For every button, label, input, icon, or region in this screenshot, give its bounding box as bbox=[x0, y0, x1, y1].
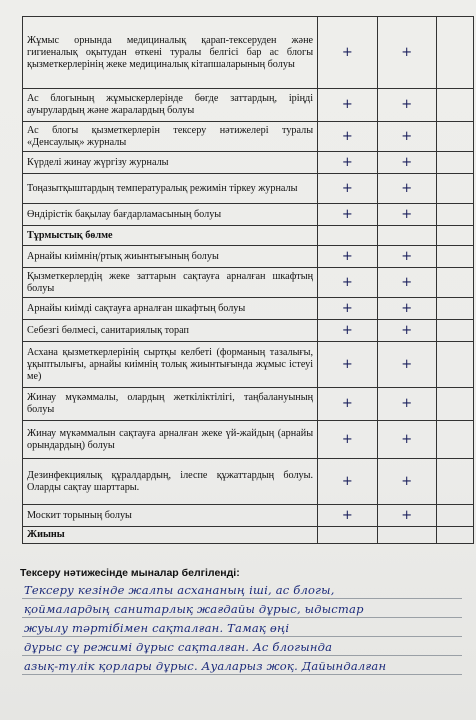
empty-cell bbox=[436, 298, 473, 320]
table-row bbox=[23, 388, 474, 421]
mark-cell-2: + bbox=[377, 17, 436, 89]
criterion-text: Асхана қызметкерлерінің сыртқы келбеті (форманың тазалығы, ұқыптылығы, арнайы киімнің толық жиынтығында жұмыс істеуі ме) bbox=[23, 342, 318, 388]
mark-cell-1: + bbox=[318, 246, 377, 268]
table-row bbox=[23, 89, 474, 122]
ruled-line bbox=[22, 618, 462, 637]
mark-cell-2: + bbox=[377, 174, 436, 204]
empty-cell bbox=[436, 204, 473, 226]
mark-cell-1: + bbox=[318, 268, 377, 298]
mark-cell-2: + bbox=[377, 122, 436, 152]
mark-cell-2: + bbox=[377, 459, 436, 505]
criterion-text: Арнайы киімнің/ртық жиынтығының болуы bbox=[23, 246, 318, 268]
mark-cell-1 bbox=[318, 226, 377, 246]
table-row bbox=[23, 505, 474, 527]
empty-cell bbox=[436, 89, 473, 122]
ruled-line bbox=[22, 580, 462, 599]
empty-cell bbox=[436, 505, 473, 527]
mark-cell-1: + bbox=[318, 89, 377, 122]
empty-cell bbox=[436, 320, 473, 342]
empty-cell bbox=[436, 459, 473, 505]
criterion-text: Ас блогының жұмыскерлерінде бөгде заттардың, іріңді ауырулардың және жаралардың болуы bbox=[23, 89, 318, 122]
mark-cell-1: + bbox=[318, 320, 377, 342]
mark-cell-2: + bbox=[377, 204, 436, 226]
mark-cell-1: + bbox=[318, 421, 377, 459]
criterion-text: Москит торының болуы bbox=[23, 505, 318, 527]
mark-cell-2: + bbox=[377, 505, 436, 527]
criterion-text: Тоңазытқыштардың температуралық режимін тіркеу журналы bbox=[23, 174, 318, 204]
section-title: Жиыны bbox=[23, 527, 318, 544]
empty-cell bbox=[436, 421, 473, 459]
empty-cell bbox=[436, 174, 473, 204]
handwritten-notes bbox=[22, 580, 462, 675]
table-row bbox=[23, 152, 474, 174]
criterion-text: Қызметкерлердің жеке заттарын сақтауға арналған шкафтың болуы bbox=[23, 268, 318, 298]
section-row bbox=[23, 527, 474, 544]
mark-cell-2: + bbox=[377, 89, 436, 122]
mark-cell-1: + bbox=[318, 122, 377, 152]
mark-cell-2: + bbox=[377, 342, 436, 388]
mark-cell-1: + bbox=[318, 17, 377, 89]
table-row bbox=[23, 268, 474, 298]
empty-cell bbox=[436, 527, 473, 544]
table-row bbox=[23, 17, 474, 89]
table-row bbox=[23, 204, 474, 226]
table-row bbox=[23, 459, 474, 505]
ruled-line bbox=[22, 656, 462, 675]
table-row bbox=[23, 421, 474, 459]
empty-cell bbox=[436, 152, 473, 174]
empty-cell bbox=[436, 388, 473, 421]
empty-cell bbox=[436, 226, 473, 246]
mark-cell-2: + bbox=[377, 298, 436, 320]
table-row bbox=[23, 320, 474, 342]
criterion-text: Жинау мүкәммалын сақтауға арналған жеке үй-жайдың (арнайы орындардың) болуы bbox=[23, 421, 318, 459]
mark-cell-2: + bbox=[377, 388, 436, 421]
checklist-table bbox=[22, 16, 474, 544]
ruled-line bbox=[22, 599, 462, 618]
empty-cell bbox=[436, 342, 473, 388]
empty-cell bbox=[436, 268, 473, 298]
mark-cell-1: + bbox=[318, 152, 377, 174]
mark-cell-1: + bbox=[318, 459, 377, 505]
handwritten-text: дұрыс сұ режимі дұрыс сақталған. Ас блогында bbox=[24, 640, 333, 654]
ruled-line bbox=[22, 637, 462, 656]
mark-cell-1: + bbox=[318, 204, 377, 226]
criterion-text: Себезгі бөлмесі, санитариялық торап bbox=[23, 320, 318, 342]
table-row bbox=[23, 246, 474, 268]
criterion-text: Арнайы киімді сақтауға арналған шкафтың болуы bbox=[23, 298, 318, 320]
table-row bbox=[23, 122, 474, 152]
mark-cell-1: + bbox=[318, 174, 377, 204]
criterion-text: Дезинфекциялық құралдардың, ілеспе құжаттардың болуы. Оларды сақтау шарттары. bbox=[23, 459, 318, 505]
mark-cell-1 bbox=[318, 527, 377, 544]
empty-cell bbox=[436, 122, 473, 152]
mark-cell-1: + bbox=[318, 342, 377, 388]
criterion-text: Жинау мүкәммалы, олардың жеткіліктілігі, таңбалануының болуы bbox=[23, 388, 318, 421]
mark-cell-2: + bbox=[377, 268, 436, 298]
handwritten-text: қоймалардың санитарлық жағдайы дұрыс, ыдыстар bbox=[24, 602, 364, 616]
mark-cell-1: + bbox=[318, 298, 377, 320]
criterion-text: Өндірістік бақылау бағдарламасының болуы bbox=[23, 204, 318, 226]
criterion-text: Жұмыс орнында медициналық қарап-тексеруден және гигиеналық оқытудан өткені туралы белгісі бар ас блогы қызметкерлерінің жеке медициналық кітапшаларының болуы bbox=[23, 17, 318, 89]
table-row bbox=[23, 342, 474, 388]
handwritten-text: жуылу тәртібімен сақталған. Тамақ өңі bbox=[24, 621, 290, 635]
section-row bbox=[23, 226, 474, 246]
mark-cell-1: + bbox=[318, 388, 377, 421]
mark-cell-2: + bbox=[377, 421, 436, 459]
table-row bbox=[23, 298, 474, 320]
table-row bbox=[23, 174, 474, 204]
handwritten-text: азық-түлік қорлары дұрыс. Ауаларыз жоқ. Дайындалған bbox=[24, 659, 387, 673]
mark-cell-2: + bbox=[377, 320, 436, 342]
mark-cell-2 bbox=[377, 226, 436, 246]
empty-cell bbox=[436, 246, 473, 268]
criterion-text: Ас блогы қызметкерлерін тексеру нәтижелері туралы «Денсаулық» журналы bbox=[23, 122, 318, 152]
mark-cell-2 bbox=[377, 527, 436, 544]
criterion-text: Күрделі жинау жүргізу журналы bbox=[23, 152, 318, 174]
conclusion-label: Тексеру нәтижесінде мыналар белгіленді: bbox=[20, 567, 240, 579]
mark-cell-2: + bbox=[377, 246, 436, 268]
empty-cell bbox=[436, 17, 473, 89]
handwritten-text: Тексеру кезінде жалпы асхананың ішi, ас блогы, bbox=[24, 583, 335, 597]
mark-cell-2: + bbox=[377, 152, 436, 174]
section-title: Тұрмыстық бөлме bbox=[23, 226, 318, 246]
mark-cell-1: + bbox=[318, 505, 377, 527]
